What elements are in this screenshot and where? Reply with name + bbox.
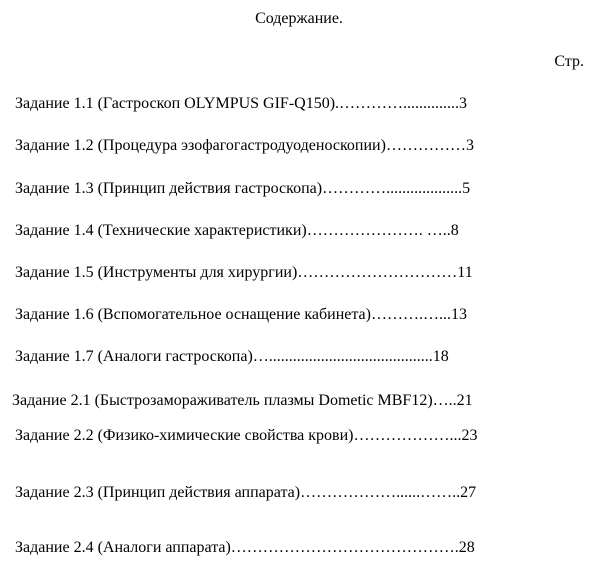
toc-entry-2-3: Задание 2.3 (Принцип действия аппарата)………………......……..27	[15, 484, 477, 501]
toc-entry-1-5: Задание 1.5 (Инструменты для хирургии)…………………………11	[15, 264, 473, 281]
toc-entry-1-3: Задание 1.3 (Принцип действия гастроскопа)…………...................5	[15, 180, 471, 197]
toc-entry-1-4: Задание 1.4 (Технические характеристики)…………………. …..8	[15, 222, 459, 239]
toc-entry-1-1: Задание 1.1 (Гастроскоп OLYMPUS GIF-Q150).…………..............3	[15, 95, 468, 112]
toc-entry-1-6: Задание 1.6 (Вспомогательное оснащение кабинета)……….…...13	[15, 306, 467, 323]
toc-entry-2-1: Задание 2.1 (Быстрозамораживатель плазмы Dometic MBF12)…..21	[12, 392, 473, 409]
toc-entry-2-2: Задание 2.2 (Физико-химические свойства крови)………………...23	[15, 427, 478, 444]
page-column-label: Стр.	[554, 53, 584, 70]
toc-entry-2-4: Задание 2.4 (Аналоги аппарата)…………………………………….28	[15, 539, 475, 556]
document-title: Содержание.	[255, 10, 343, 27]
toc-entry-1-7: Задание 1.7 (Аналоги гастроскопа)….........................................18	[15, 348, 449, 365]
toc-entry-1-2: Задание 1.2 (Процедура эзофагогастродуоденоскопии)……………3	[15, 137, 474, 154]
